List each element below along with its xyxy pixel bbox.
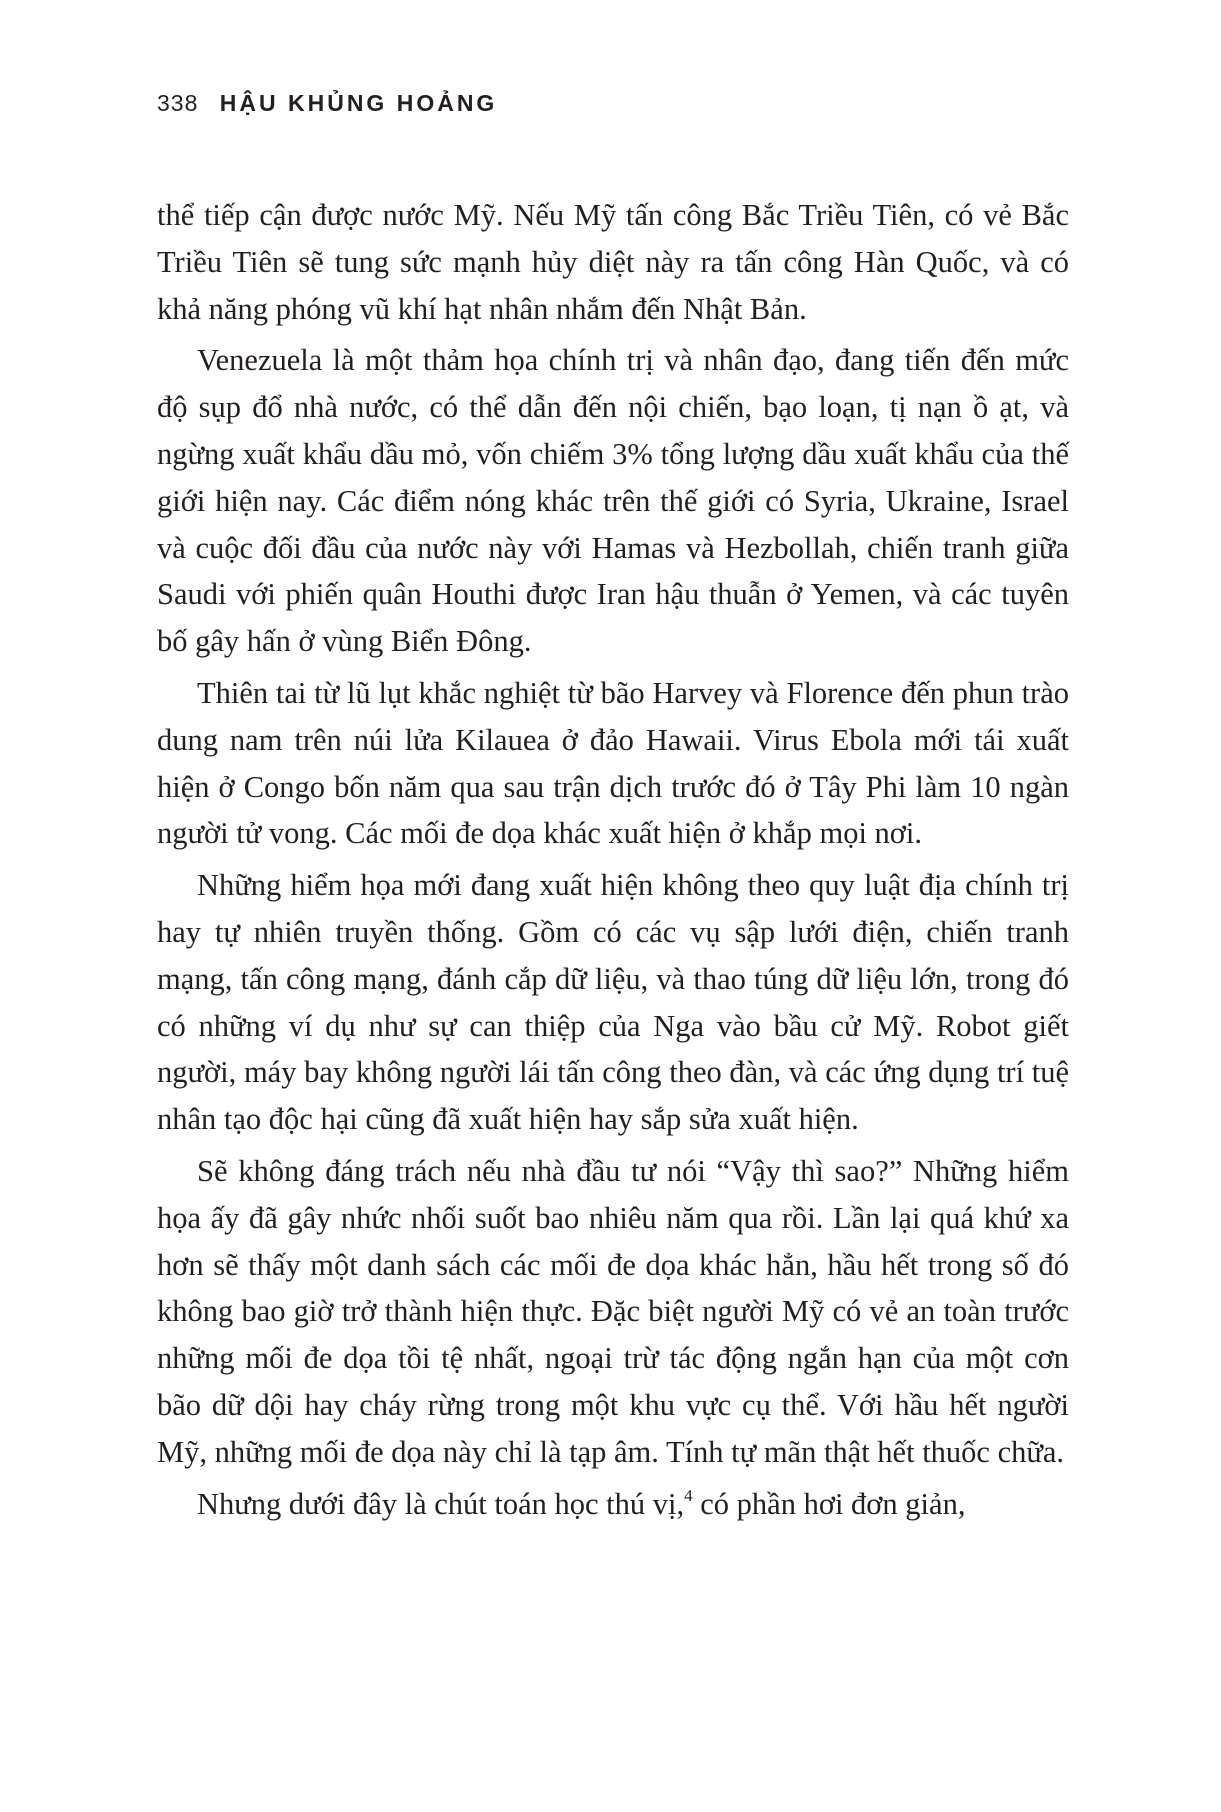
footnote-reference[interactable]: 4 — [684, 1485, 693, 1505]
book-title: HẬU KHỦNG HOẢNG — [219, 90, 498, 116]
running-head — [157, 90, 497, 117]
paragraph-3: Thiên tai từ lũ lụt khắc nghiệt từ bão Harvey và Florence đến phun trào dung nam trên núi lửa Kilauea ở đảo Hawaii. Virus Ebola mới tái xuất hiện ở Congo bốn năm qua sau trận dịch trước đó ở Tây Phi làm 10 ngàn người tử vong. Các mối đe dọa khác xuất hiện ở khắp mọi nơi. — [157, 675, 1069, 851]
paragraph-6-start: Nhưng dưới đây là chút toán học thú vị, — [197, 1486, 685, 1521]
paragraph-4: Những hiểm họa mới đang xuất hiện không theo quy luật địa chính trị hay tự nhiên truyền thống. Gồm có các vụ sập lưới điện, chiến tranh mạng, tấn công mạng, đánh cắp dữ liệu, và thao túng dữ liệu lớn, trong đó có những ví dụ như sự can thiệp của Nga vào bầu cử Mỹ. Robot giết người, máy bay không người lái tấn công theo đàn, và các ứng dụng trí tuệ nhân tạo độc hại cũng đã xuất hiện hay sắp sửa xuất hiện. — [157, 868, 1069, 1137]
paragraph-6 — [157, 1481, 1069, 1528]
page-number: 338 — [157, 90, 199, 116]
body-text — [157, 192, 1069, 1532]
paragraph-1: thể tiếp cận được nước Mỹ. Nếu Mỹ tấn công Bắc Triều Tiên, có vẻ Bắc Triều Tiên sẽ tung sức mạnh hủy diệt này ra tấn công Hàn Quốc, và có khả năng phóng vũ khí hạt nhân nhắm đến Nhật Bản. — [157, 198, 1069, 326]
paragraph-5: Sẽ không đáng trách nếu nhà đầu tư nói “Vậy thì sao?” Những hiểm họa ấy đã gây nhức nhối suốt bao nhiêu năm qua rồi. Lần lại quá khứ xa hơn sẽ thấy một danh sách các mối đe dọa khác hẳn, hầu hết trong số đó không bao giờ trở thành hiện thực. Đặc biệt người Mỹ có vẻ an toàn trước những mối đe dọa tồi tệ nhất, ngoại trừ tác động ngắn hạn của một cơn bão dữ dội hay cháy rừng trong một khu vực cụ thể. Với hầu hết người Mỹ, những mối đe dọa này chỉ là tạp âm. Tính tự mãn thật hết thuốc chữa. — [157, 1153, 1069, 1469]
paragraph-2: Venezuela là một thảm họa chính trị và nhân đạo, đang tiến đến mức độ sụp đổ nhà nước, có thể dẫn đến nội chiến, bạo loạn, tị nạn ồ ạt, và ngừng xuất khẩu dầu mỏ, vốn chiếm 3% tổng lượng dầu xuất khẩu của thế giới hiện nay. Các điểm nóng khác trên thế giới có Syria, Ukraine, Israel và cuộc đối đầu của nước này với Hamas và Hezbollah, chiến tranh giữa Saudi với phiến quân Houthi được Iran hậu thuẫn ở Yemen, và các tuyên bố gây hấn ở vùng Biển Đông. — [157, 343, 1069, 659]
paragraph-6-end: có phần hơi đơn giản, — [692, 1486, 966, 1521]
